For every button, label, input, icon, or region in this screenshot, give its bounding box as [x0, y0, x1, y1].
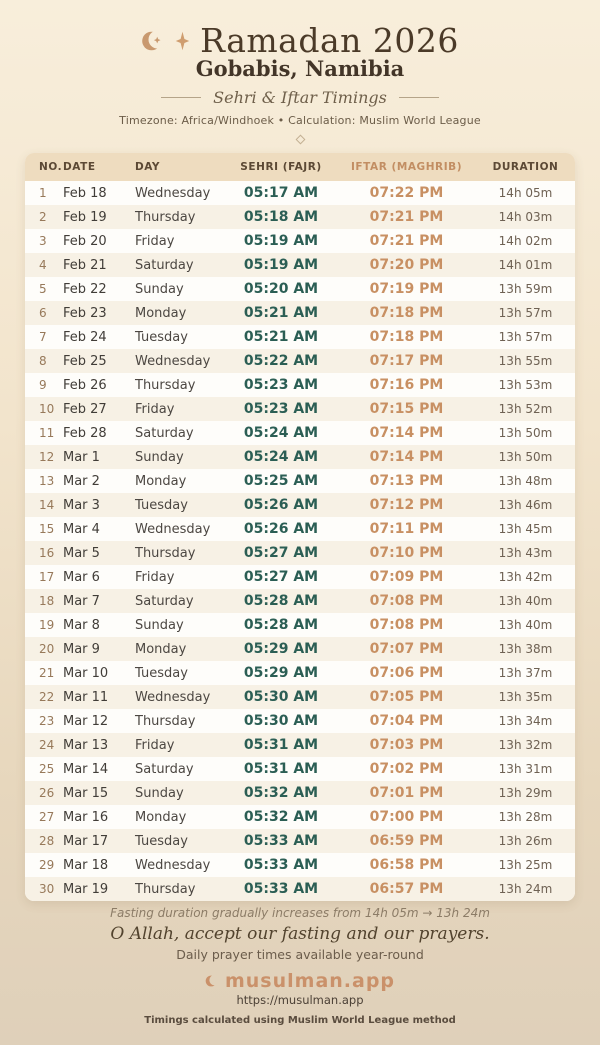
sehri-time-cell: 05:33 AM: [243, 833, 319, 849]
sehri-time-cell: 05:23 AM: [243, 377, 319, 393]
day-cell: Monday: [135, 473, 187, 489]
sehri-time-cell: 05:27 AM: [243, 569, 319, 585]
day-cell: Sunday: [135, 281, 184, 297]
sehri-time-cell: 05:22 AM: [243, 353, 319, 369]
diamond-ornament-icon: [295, 135, 305, 145]
table-row: [25, 205, 575, 229]
day-cell: Tuesday: [135, 497, 188, 513]
row-number-cell: 20: [39, 642, 55, 656]
date-cell: Feb 28: [63, 425, 107, 441]
day-cell: Wednesday: [135, 689, 211, 705]
col-header-iftar: IFTAR (MAGHRIB): [337, 153, 476, 181]
duration-cell: 13h 34m: [498, 714, 553, 728]
day-cell: Monday: [135, 809, 187, 825]
table-row: [25, 493, 575, 517]
duration-cell: 13h 59m: [498, 282, 553, 296]
iftar-time-cell: 07:08 PM: [369, 593, 444, 609]
table-row: [25, 469, 575, 493]
sehri-time-cell: 05:29 AM: [243, 665, 319, 681]
row-number-cell: 16: [39, 546, 55, 560]
date-cell: Mar 16: [63, 809, 109, 825]
brand-crescent-icon: [205, 974, 219, 988]
iftar-time-cell: 07:06 PM: [369, 665, 444, 681]
duration-cell: 13h 52m: [498, 402, 553, 416]
day-cell: Friday: [135, 401, 175, 417]
brand-name: musulman.app: [224, 970, 396, 992]
duration-cell: 13h 32m: [498, 738, 553, 752]
sehri-time-cell: 05:24 AM: [243, 449, 319, 465]
table-row: [25, 733, 575, 757]
col-header-duration: DURATION: [476, 153, 575, 181]
row-number-cell: 30: [39, 882, 55, 896]
iftar-time-cell: 07:11 PM: [369, 521, 444, 537]
iftar-time-cell: 07:05 PM: [369, 689, 444, 705]
duration-cell: 13h 26m: [498, 834, 553, 848]
sehri-time-cell: 05:28 AM: [243, 593, 319, 609]
dua-quote: O Allah, accept our fasting and our prayers.: [110, 924, 490, 944]
brand-url: https://musulman.app: [236, 993, 364, 1007]
sehri-time-cell: 05:18 AM: [243, 209, 319, 225]
table-row: [25, 373, 575, 397]
sehri-time-cell: 05:17 AM: [243, 185, 319, 201]
row-number-cell: 24: [39, 738, 55, 752]
row-number-cell: 18: [39, 594, 55, 608]
duration-cell: 13h 43m: [498, 546, 553, 560]
duration-range-note: Fasting duration gradually increases from 14h 05m → 13h 24m: [110, 906, 490, 920]
day-cell: Thursday: [135, 545, 196, 561]
day-cell: Saturday: [135, 425, 194, 441]
date-cell: Feb 26: [63, 377, 107, 393]
date-cell: Feb 27: [63, 401, 107, 417]
row-number-cell: 2: [39, 210, 47, 224]
date-cell: Mar 18: [63, 857, 109, 873]
row-number-cell: 15: [39, 522, 55, 536]
date-cell: Mar 6: [63, 569, 100, 585]
date-cell: Mar 17: [63, 833, 109, 849]
duration-cell: 13h 57m: [498, 330, 553, 344]
timings-subtitle: Sehri & Iftar Timings: [213, 88, 387, 107]
iftar-time-cell: 07:14 PM: [369, 449, 444, 465]
table-row: [25, 541, 575, 565]
table-row: [25, 397, 575, 421]
duration-cell: 13h 57m: [498, 306, 553, 320]
iftar-time-cell: 07:08 PM: [369, 617, 444, 633]
table-row: [25, 685, 575, 709]
day-cell: Sunday: [135, 785, 184, 801]
duration-cell: 14h 03m: [498, 210, 553, 224]
day-cell: Saturday: [135, 593, 194, 609]
col-header-no: NO.: [25, 153, 63, 181]
day-cell: Sunday: [135, 449, 184, 465]
page-title: Ramadan 2026: [200, 21, 459, 60]
row-number-cell: 26: [39, 786, 55, 800]
day-cell: Friday: [135, 569, 175, 585]
row-number-cell: 19: [39, 618, 55, 632]
title-row: [0, 21, 600, 60]
date-cell: Mar 19: [63, 881, 109, 897]
row-number-cell: 21: [39, 666, 55, 680]
sehri-time-cell: 05:33 AM: [243, 881, 319, 897]
table-row: [25, 757, 575, 781]
date-cell: Mar 10: [63, 665, 109, 681]
col-header-sehri: SEHRI (FAJR): [225, 153, 337, 181]
timezone-calculation-meta: Timezone: Africa/Windhoek • Calculation: Muslim World League: [119, 114, 481, 127]
iftar-time-cell: 06:59 PM: [369, 833, 444, 849]
date-cell: Feb 20: [63, 233, 107, 249]
day-cell: Wednesday: [135, 353, 211, 369]
table-row: [25, 181, 575, 205]
sehri-time-cell: 05:29 AM: [243, 641, 319, 657]
duration-cell: 13h 42m: [498, 570, 553, 584]
row-number-cell: 4: [39, 258, 47, 272]
divider-line-left: [161, 97, 201, 98]
sehri-time-cell: 05:30 AM: [243, 713, 319, 729]
date-cell: Feb 24: [63, 329, 107, 345]
duration-cell: 13h 46m: [498, 498, 553, 512]
date-cell: Mar 11: [63, 689, 109, 705]
table-row: [25, 709, 575, 733]
iftar-time-cell: 07:19 PM: [369, 281, 444, 297]
day-cell: Monday: [135, 305, 187, 321]
iftar-time-cell: 07:15 PM: [369, 401, 444, 417]
date-cell: Feb 19: [63, 209, 107, 225]
day-cell: Wednesday: [135, 185, 211, 201]
sehri-time-cell: 05:24 AM: [243, 425, 319, 441]
sehri-time-cell: 05:32 AM: [243, 809, 319, 825]
iftar-time-cell: 07:22 PM: [369, 185, 444, 201]
table-row: [25, 589, 575, 613]
ornament-row: [0, 136, 600, 143]
row-number-cell: 8: [39, 354, 47, 368]
duration-cell: 13h 50m: [498, 426, 553, 440]
iftar-time-cell: 07:18 PM: [369, 305, 444, 321]
col-header-day: DAY: [135, 153, 225, 181]
sehri-time-cell: 05:21 AM: [243, 305, 319, 321]
calculation-method-note: Timings calculated using Muslim World League method: [144, 1015, 456, 1026]
iftar-time-cell: 07:07 PM: [369, 641, 444, 657]
table-row: [25, 781, 575, 805]
table-row: [25, 613, 575, 637]
duration-cell: 14h 01m: [498, 258, 553, 272]
sehri-time-cell: 05:28 AM: [243, 617, 319, 633]
sehri-time-cell: 05:30 AM: [243, 689, 319, 705]
date-cell: Mar 9: [63, 641, 100, 657]
date-cell: Mar 13: [63, 737, 109, 753]
day-cell: Wednesday: [135, 521, 211, 537]
table-row: [25, 805, 575, 829]
table-row: [25, 421, 575, 445]
date-cell: Mar 12: [63, 713, 109, 729]
duration-cell: 13h 35m: [498, 690, 553, 704]
day-cell: Saturday: [135, 257, 194, 273]
row-number-cell: 25: [39, 762, 55, 776]
date-cell: Mar 15: [63, 785, 109, 801]
day-cell: Wednesday: [135, 857, 211, 873]
duration-cell: 13h 55m: [498, 354, 553, 368]
duration-cell: 13h 50m: [498, 450, 553, 464]
iftar-time-cell: 07:21 PM: [369, 233, 444, 249]
iftar-time-cell: 07:10 PM: [369, 545, 444, 561]
date-cell: Mar 7: [63, 593, 100, 609]
day-cell: Thursday: [135, 881, 196, 897]
sehri-time-cell: 05:31 AM: [243, 737, 319, 753]
duration-cell: 13h 25m: [498, 858, 553, 872]
brand-row: [0, 970, 600, 992]
day-cell: Tuesday: [135, 665, 188, 681]
duration-cell: 13h 38m: [498, 642, 553, 656]
table-row: [25, 277, 575, 301]
row-number-cell: 23: [39, 714, 55, 728]
row-number-cell: 28: [39, 834, 55, 848]
iftar-time-cell: 07:14 PM: [369, 425, 444, 441]
duration-cell: 13h 29m: [498, 786, 553, 800]
iftar-time-cell: 07:03 PM: [369, 737, 444, 753]
iftar-time-cell: 06:57 PM: [369, 881, 444, 897]
divider-line-right: [399, 97, 439, 98]
day-cell: Sunday: [135, 617, 184, 633]
sehri-time-cell: 05:25 AM: [243, 473, 319, 489]
row-number-cell: 29: [39, 858, 55, 872]
sehri-time-cell: 05:20 AM: [243, 281, 319, 297]
sehri-time-cell: 05:32 AM: [243, 785, 319, 801]
day-cell: Tuesday: [135, 329, 188, 345]
location-subtitle: Gobabis, Namibia: [195, 56, 405, 81]
day-cell: Tuesday: [135, 833, 188, 849]
iftar-time-cell: 07:18 PM: [369, 329, 444, 345]
table-row: [25, 229, 575, 253]
iftar-time-cell: 07:01 PM: [369, 785, 444, 801]
duration-cell: 13h 40m: [498, 594, 553, 608]
row-number-cell: 27: [39, 810, 55, 824]
duration-cell: 13h 53m: [498, 378, 553, 392]
table-row: [25, 301, 575, 325]
duration-cell: 13h 37m: [498, 666, 553, 680]
page-footer: [0, 906, 600, 1026]
row-number-cell: 1: [39, 186, 47, 200]
sehri-time-cell: 05:26 AM: [243, 497, 319, 513]
duration-cell: 13h 28m: [498, 810, 553, 824]
date-cell: Mar 5: [63, 545, 100, 561]
day-cell: Thursday: [135, 209, 196, 225]
date-cell: Mar 8: [63, 617, 100, 633]
row-number-cell: 22: [39, 690, 55, 704]
table-row: [25, 445, 575, 469]
table-row: [25, 253, 575, 277]
table-row: [25, 829, 575, 853]
duration-cell: 13h 31m: [498, 762, 553, 776]
sehri-time-cell: 05:23 AM: [243, 401, 319, 417]
sehri-time-cell: 05:21 AM: [243, 329, 319, 345]
timetable-body: [25, 181, 575, 901]
day-cell: Friday: [135, 233, 175, 249]
row-number-cell: 14: [39, 498, 55, 512]
duration-cell: 13h 45m: [498, 522, 553, 536]
date-cell: Feb 22: [63, 281, 107, 297]
col-header-date: DATE: [63, 153, 135, 181]
page-header: [0, 0, 600, 143]
duration-cell: 14h 05m: [498, 186, 553, 200]
row-number-cell: 6: [39, 306, 47, 320]
iftar-time-cell: 06:58 PM: [369, 857, 444, 873]
iftar-time-cell: 07:16 PM: [369, 377, 444, 393]
row-number-cell: 11: [39, 426, 55, 440]
sparkle-icon: [174, 31, 191, 51]
sehri-time-cell: 05:19 AM: [243, 233, 319, 249]
iftar-time-cell: 07:00 PM: [369, 809, 444, 825]
date-cell: Mar 14: [63, 761, 109, 777]
date-cell: Mar 4: [63, 521, 100, 537]
row-number-cell: 7: [39, 330, 47, 344]
duration-cell: 13h 24m: [498, 882, 553, 896]
iftar-time-cell: 07:13 PM: [369, 473, 444, 489]
duration-cell: 14h 02m: [498, 234, 553, 248]
sehri-time-cell: 05:31 AM: [243, 761, 319, 777]
prayer-times-table: [25, 153, 575, 901]
iftar-time-cell: 07:17 PM: [369, 353, 444, 369]
row-number-cell: 12: [39, 450, 55, 464]
row-number-cell: 3: [39, 234, 47, 248]
iftar-time-cell: 07:20 PM: [369, 257, 444, 273]
timetable-card: [25, 153, 575, 901]
duration-cell: 13h 48m: [498, 474, 553, 488]
iftar-time-cell: 07:02 PM: [369, 761, 444, 777]
date-cell: Feb 18: [63, 185, 107, 201]
sehri-time-cell: 05:27 AM: [243, 545, 319, 561]
day-cell: Monday: [135, 641, 187, 657]
sehri-time-cell: 05:19 AM: [243, 257, 319, 273]
iftar-time-cell: 07:12 PM: [369, 497, 444, 513]
table-row: [25, 661, 575, 685]
row-number-cell: 5: [39, 282, 47, 296]
table-row: [25, 325, 575, 349]
row-number-cell: 9: [39, 378, 47, 392]
table-row: [25, 637, 575, 661]
date-cell: Feb 25: [63, 353, 107, 369]
iftar-time-cell: 07:09 PM: [369, 569, 444, 585]
date-cell: Mar 1: [63, 449, 100, 465]
date-cell: Mar 2: [63, 473, 100, 489]
table-row: [25, 565, 575, 589]
subtitle-divider: [0, 88, 600, 107]
day-cell: Saturday: [135, 761, 194, 777]
duration-cell: 13h 40m: [498, 618, 553, 632]
availability-note: Daily prayer times available year-round: [176, 947, 424, 962]
row-number-cell: 17: [39, 570, 55, 584]
date-cell: Mar 3: [63, 497, 100, 513]
date-cell: Feb 21: [63, 257, 107, 273]
sehri-time-cell: 05:33 AM: [243, 857, 319, 873]
row-number-cell: 10: [39, 402, 55, 416]
iftar-time-cell: 07:04 PM: [369, 713, 444, 729]
row-number-cell: 13: [39, 474, 55, 488]
table-row: [25, 853, 575, 877]
table-header: [25, 153, 575, 181]
day-cell: Friday: [135, 737, 175, 753]
date-cell: Feb 23: [63, 305, 107, 321]
table-row: [25, 517, 575, 541]
day-cell: Thursday: [135, 713, 196, 729]
sehri-time-cell: 05:26 AM: [243, 521, 319, 537]
table-row: [25, 877, 575, 901]
iftar-time-cell: 07:21 PM: [369, 209, 444, 225]
day-cell: Thursday: [135, 377, 196, 393]
table-row: [25, 349, 575, 373]
crescent-moon-icon: [141, 29, 165, 53]
